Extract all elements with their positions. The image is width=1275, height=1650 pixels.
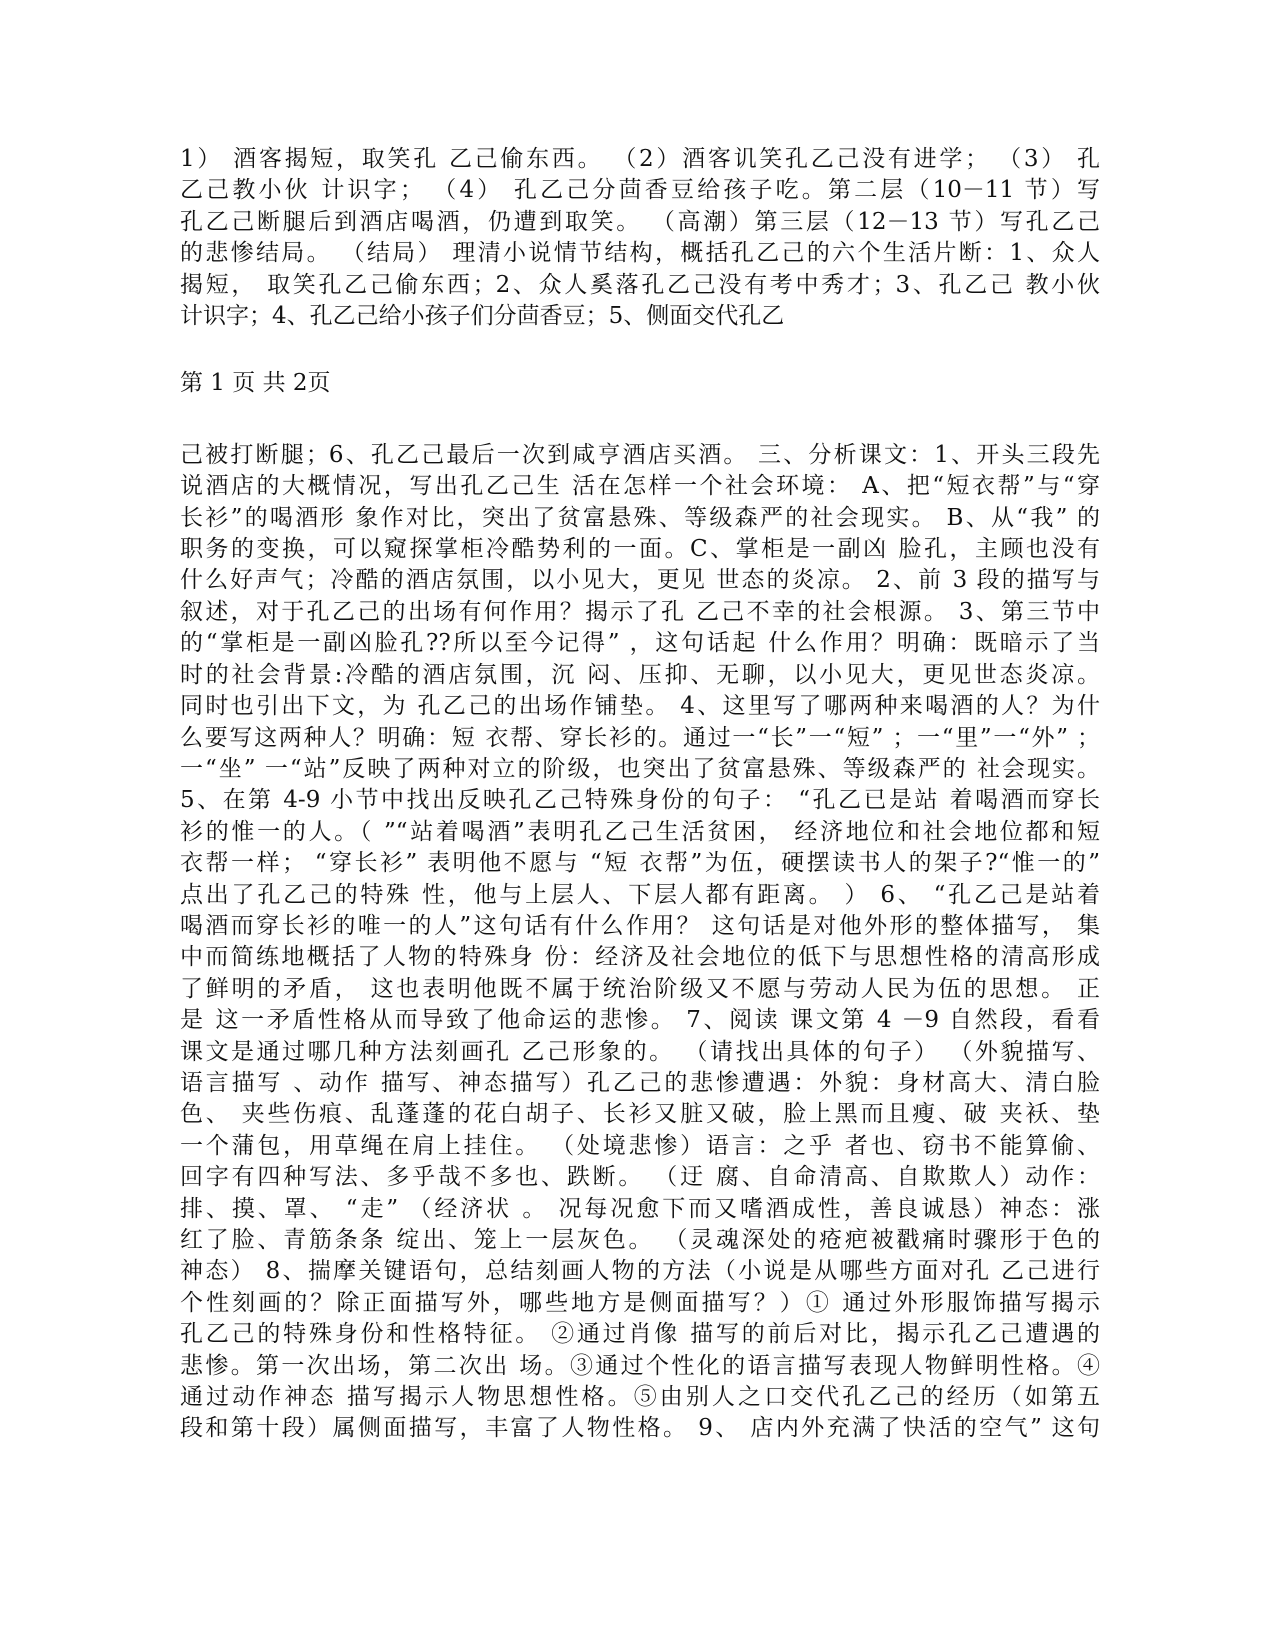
text-line: 说酒店的大概情况，写出孔乙己生 活在怎样一个社会环境： A、把“短衣帮”与“穿 bbox=[180, 473, 1100, 500]
text-line: 喝酒而穿长衫的唯一的人”这句话有什么作用？ 这句话是对他外形的整体描写， 集 bbox=[180, 912, 1100, 939]
text-line: 乙己教小伙 计识字； （4） 孔乙己分茴香豆给孩子吃。第二层（10－11 节）写 bbox=[180, 177, 1100, 204]
text-line: 5、在第 4-9 小节中找出反映孔乙己特殊身份的句子： “孔乙已是站 着喝酒而穿长 bbox=[180, 787, 1100, 814]
text-line: 揭短， 取笑孔乙己偷东西；2、众人奚落孔乙己没有考中秀才；3、孔乙己 教小伙 bbox=[180, 271, 1100, 298]
text-line: 衫的惟一的人。（ ”“站着喝酒”表明孔乙己生活贫困， 经济地位和社会地位都和短 bbox=[180, 818, 1100, 845]
text-line: 同时也引出下文，为 孔乙己的出场作铺垫。 4、这里写了哪两种来喝酒的人？为什 bbox=[180, 693, 1100, 720]
text-line: 一“坐” 一“站”反映了两种对立的阶级，也突出了贫富悬殊、等级森严的 社会现实。 bbox=[180, 755, 1100, 782]
text-line: 神态） 8、揣摩关键语句，总结刻画人物的方法（小说是从哪些方面对孔 乙己进行 bbox=[180, 1258, 1100, 1285]
text-line: 回字有四种写法、多乎哉不多也、跌断。 （迂 腐、自命清高、自欺欺人）动作： bbox=[180, 1164, 1100, 1191]
text-line: 个性刻画的？除正面描写外，哪些地方是侧面描写？）① 通过外形服饰描写揭示 bbox=[180, 1289, 1100, 1316]
paragraph-1 bbox=[180, 144, 1100, 332]
text-line: 孔乙己的特殊身份和性格特征。 ②通过肖像 描写的前后对比，揭示孔乙己遭遇的 bbox=[180, 1321, 1100, 1348]
text-line: 么要写这两种人？明确：短 衣帮、穿长衫的。通过一“长”一“短” ；一“里”一“外” ； bbox=[180, 724, 1100, 751]
text-line: 孔乙己断腿后到酒店喝酒，仍遭到取笑。 （高潮）第三层（12－13 节）写孔乙己 bbox=[180, 208, 1100, 235]
text-line: 悲惨。第一次出场，第二次出 场。③通过个性化的语言描写表现人物鲜明性格。④ bbox=[180, 1352, 1100, 1379]
text-line: 语言描写 、动作 描写、神态描写）孔乙己的悲惨遭遇：外貌：身材高大、清白脸 bbox=[180, 1069, 1100, 1096]
text-line: 色、 夹些伤痕、乱蓬蓬的花白胡子、长衫又脏又破，脸上黑而且瘦、破 夹袄、垫 bbox=[180, 1101, 1100, 1128]
text-line: 一个蒲包，用草绳在肩上挂住。 （处境悲惨）语言：之乎 者也、窃书不能算偷、 bbox=[180, 1132, 1100, 1159]
text-line: 了鲜明的矛盾， 这也表明他既不属于统治阶级又不愿与劳动人民为伍的思想。 正 bbox=[180, 975, 1100, 1002]
document-page bbox=[180, 144, 1100, 1445]
text-line: 是 这一矛盾性格从而导致了他命运的悲惨。 7、阅读 课文第 4 －9 自然段，看看 bbox=[180, 1007, 1100, 1034]
text-line: 段和第十段）属侧面描写，丰富了人物性格。 9、 店内外充满了快活的空气” 这句 bbox=[180, 1415, 1100, 1442]
paragraph-2 bbox=[180, 440, 1100, 1445]
text-line: 通过动作神态 描写揭示人物思想性格。⑤由别人之口交代孔乙己的经历（如第五 bbox=[180, 1384, 1100, 1411]
text-line: 什么好声气；冷酷的酒店氛围，以小见大，更见 世态的炎凉。 2、前 3 段的描写与 bbox=[180, 567, 1100, 594]
page-footer: 第 1 页 共 2页 bbox=[180, 370, 331, 397]
text-line: 职务的变换，可以窥探掌柜冷酷势利的一面。C、掌柜是一副凶 脸孔，主顾也没有 bbox=[180, 536, 1100, 563]
text-line: 红了脸、青筋条条 绽出、笼上一层灰色。 （灵魂深处的疮疤被戳痛时骤形于色的 bbox=[180, 1227, 1100, 1253]
text-line: 排、摸、罩、 “走” （经济状 。 况每况愈下而又嗜酒成性，善良诚恳）神态：涨 bbox=[180, 1195, 1100, 1222]
text-line: 的悲惨结局。 （结局） 理清小说情节结构，概括孔乙己的六个生活片断：1、众人 bbox=[180, 240, 1100, 267]
text-line: 的“掌柜是一副凶脸孔??所以至今记得” ，这句话起 什么作用？明确：既暗示了当 bbox=[180, 630, 1100, 657]
text-line: 1） 酒客揭短，取笑孔 乙己偷东西。 （2）酒客讥笑孔乙己没有进学； （3） 孔 bbox=[180, 146, 1100, 172]
text-line: 计识字；4、孔乙己给小孩子们分茴香豆；5、侧面交代孔乙 bbox=[180, 303, 785, 330]
text-line: 长衫”的喝酒形 象作对比，突出了贫富悬殊、等级森严的社会现实。 B、从“我” 的 bbox=[180, 504, 1100, 531]
text-line: 中而简练地概括了人物的特殊身 份：经济及社会地位的低下与思想性格的清高形成 bbox=[180, 944, 1100, 971]
text-line: 时的社会背景:冷酷的酒店氛围，沉 闷、压抑、无聊，以小见大，更见世态炎凉。 bbox=[180, 661, 1100, 688]
text-line: 己被打断腿；6、孔乙己最后一次到咸亨酒店买酒。 三、分析课文：1、开头三段先 bbox=[180, 441, 1100, 468]
text-line: 衣帮一样； “穿长衫” 表明他不愿与 “短 衣帮”为伍，硬摆读书人的架子?“惟一的” bbox=[180, 850, 1100, 877]
text-line: 叙述，对于孔乙己的出场有何作用？揭示了孔 乙己不幸的社会根源。 3、第三节中 bbox=[180, 598, 1100, 625]
text-line: 点出了孔乙己的特殊 性，他与上层人、下层人都有距离。 ） 6、 “孔乙己是站着 bbox=[180, 881, 1100, 908]
text-line: 课文是通过哪几种方法刻画孔 乙己形象的。 （请找出具体的句子） （外貌描写、 bbox=[180, 1038, 1100, 1065]
